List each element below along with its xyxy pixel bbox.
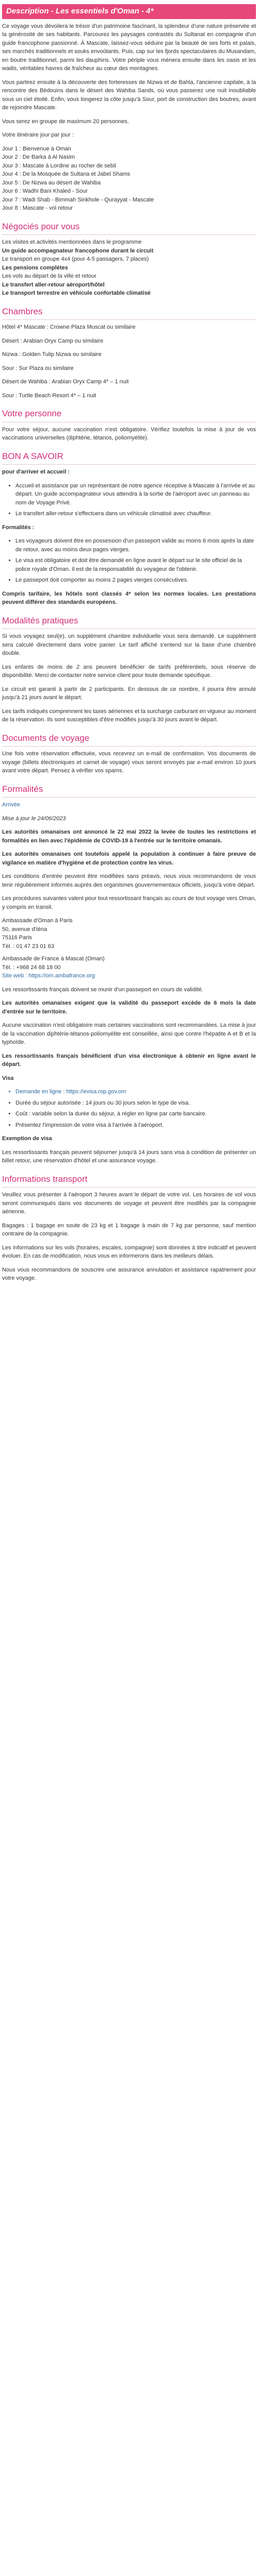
chambre-line: Désert de Wahiba : Arabian Oryx Camp 4* – 1 nuit [2, 379, 129, 385]
chambre-line: Nizwa : Golden Tulip Nizwa ou similaire [2, 351, 102, 358]
itinerary-day: Jour 7 : Wadi Shab - Bimmah Sinkhole - Qurayyat - Mascate [2, 196, 154, 203]
formalites-paragraph: Les autorités omanaises ont annoncé le 22 mai 2022 la levée de toutes les restrictions et formalités en lien avec l'épidémie de COVID-19 à l'entrée sur le territoire omanais. [2, 829, 256, 844]
exemption-text: Les ressortissants français peuvent séjourner jusqu'à 14 jours sans visa à condition de présenter un billet retour, une réservation d'hôtel et une assurance voyage. [2, 1149, 256, 1164]
section-title-formalites: Formalités [2, 783, 256, 798]
intro-paragraph: Ce voyage vous dévoilera le trésor d'un patrimoine fascinant, la splendeur d'une nature préservée et la générosité de ses habitants. Parcourez les paysages contrastés du Sultanat en compagnie d'un guide francophone passionné. À Mascate, laissez-vous séduire par la beauté de ses forts et palais, ses marchés traditionnels et souks envoûtants. Puis, cap sur les fjords spectaculaires du Musandam, en boutre traditionnel, parmi les dauphins. Votre périple vous mènera ensuite dans les oasis et les wadis, véritables havres de fraîcheur au cœur des montagnes. [2, 23, 256, 72]
list-item: • Les voyageurs doivent être en possession d'un passeport valide au moins 6 mois après la date de retour, avec au moins deux pages vierges. [15, 537, 256, 554]
chambre-line: Sour : Turtle Beach Resort 4* – 1 nuit [2, 392, 96, 399]
page-banner: Description - Les essentiels d'Oman - 4* [2, 4, 256, 19]
formalites-list [2, 537, 256, 585]
exemption-title: Exemption de visa [2, 1136, 52, 1142]
formalites-paragraph: Les conditions d'entrée peuvent être modifiées sans préavis, nous vous recommandons de vous tenir régulièrement informés auprès des organismes gouvernementaux officiels, jusqu'à votre départ. [2, 873, 256, 888]
address-line: Tél. : 01 47 23 01 63 [2, 943, 54, 950]
formalites-section [2, 801, 256, 1165]
chambre-line: Désert : Arabian Oryx Camp ou similaire [2, 337, 104, 344]
negocie-line: Le transport terrestre en véhicule confortable climatisé [2, 290, 151, 296]
address-line: Ambassade de France à Mascat (Oman) [2, 956, 105, 962]
personne-text: Pour votre séjour, aucune vaccination n'est obligatoire. Vérifiez toutefois la mise à jour de vos vaccinations universelles (diphtérie, tétanos, poliomyélite). [2, 426, 256, 441]
bon-a-savoir-subtitle: Formalités : [2, 524, 35, 531]
section-title-bon-a-savoir: BON A SAVOIR [2, 450, 256, 465]
modalites-section [2, 632, 256, 724]
itinerary-list [2, 145, 256, 213]
list-item: • Coût : variable selon la durée du séjour, à régler en ligne par carte bancaire. [15, 1110, 256, 1118]
arrivee-list [2, 482, 256, 518]
chambre-line: Sour : Sur Plaza ou similaire [2, 365, 74, 371]
spacer [2, 951, 256, 955]
embassy-address [2, 917, 256, 980]
formalites-subtitle: Arrivée [2, 802, 20, 808]
negocie-line: Les vols au départ de la ville et retour [2, 273, 96, 279]
formalites-paragraph: Les autorités omanaises exigent que la validité du passeport excède de 6 mois la date d'entrée sur le territoire. [2, 1000, 256, 1015]
visa-title: Visa [2, 1075, 14, 1081]
informations-paragraph: Bagages : 1 bagage en soute de 23 kg et 1 bagage à main de 7 kg par personne, sauf mention contraire de la compagnie. [2, 1222, 256, 1237]
list-item[interactable]: • Demande en ligne : https://evisa.rop.gov.om [15, 1088, 256, 1096]
negocie-line: Un guide accompagnateur francophone durant le circuit [2, 247, 154, 254]
itinerary-day: Jour 3 : Mascate à Lordine au rocher de sebil [2, 162, 116, 169]
modalites-paragraph: Les tarifs indiqués comprennent les taxes aériennes et la surcharge carburant en vigueur au moment de la réservation. Ils sont susceptibles d'être modifiés jusqu'à 30 jours avant le départ. [2, 708, 256, 723]
itinerary-day: Jour 1 : Bienvenue à Oman [2, 145, 71, 152]
section-title-negocie: Négociés pour vous [2, 220, 256, 235]
informations-paragraph: Les informations sur les vols (horaires, escales, compagnie) sont données à titre indicatif et peuvent évoluer. En cas de modification, nous vous en informerons dans les meilleurs délais. [2, 1244, 256, 1259]
negocie-line: Le transfert aller-retour aéroport/hôtel [2, 281, 105, 288]
negocie-line: Les visites et activités mentionnées dans le programme [2, 239, 142, 245]
address-line: Ambassade d'Oman à Paris [2, 918, 73, 924]
informations-section [2, 1191, 256, 1283]
informations-paragraph: Veuillez vous présenter à l'aéroport 3 heures avant le départ de votre vol. Les horaires de vol vous seront communiqués dans vos documents de voyage et peuvent être modifiés par la compagnie aérienne. [2, 1192, 256, 1215]
section-title-informations: Informations transport [2, 1173, 256, 1188]
section-title-documents: Documents de voyage [2, 732, 256, 747]
embassy-website-link[interactable]: Site web : https://om.ambafrance.org [2, 973, 95, 979]
itinerary-label: Votre itinéraire jour par jour : [2, 132, 74, 138]
itinerary-day: Jour 5 : De Nizwa au désert de Wahiba [2, 179, 101, 186]
itinerary-day: Jour 2 : De Barka à Al Nasim [2, 154, 75, 160]
list-item: • Durée du séjour autorisée : 14 jours ou 30 jours selon le type de visa. [15, 1099, 256, 1108]
itinerary-day: Jour 8 : Mascate - vol retour [2, 205, 73, 211]
list-item: • Le visa est obligatoire et doit être demandé en ligne avant le départ sur le site officiel de la police royale d'Oman. Il est de la responsabilité du voyageur de l'obtenir. [15, 556, 256, 573]
intro-group-size: Vous serez en groupe de maximum 20 personnes. [2, 118, 129, 125]
informations-paragraph: Nous vous recommandons de souscrire une assurance annulation et assistance rapatriement pour votre voyage. [2, 1266, 256, 1281]
update-date: Mise à jour le 24/06/2023 [2, 815, 66, 822]
intro-paragraph: Vous partirez ensuite à la découverte des forteresses de Nizwa et de Bahla, l'ancienne capitale, à la rencontre des Bédouins dans le désert des Wahiba Sands, où vous passerez une nuit inoubliable sous un ciel étoilé. Enfin, vous longerez la côte jusqu'à Sour, port de construction des boutres, avant de rejoindre Mascate. [2, 79, 256, 111]
address-line: Tél. : +968 24 68 18 00 [2, 964, 61, 971]
list-item: • Le transfert aller-retour s'effectuera dans un véhicule climatisé avec chauffeur. [15, 510, 256, 518]
formalites-paragraph: Les ressortissants français doivent se munir d'un passeport en cours de validité. [2, 986, 203, 993]
itinerary-day: Jour 6 : Wadhi Bani Khaled - Sour [2, 188, 88, 194]
intro-section [2, 22, 256, 213]
list-item: • Accueil et assistance par un représentant de notre agence réceptive à Mascate à l'arrivée et au départ. Un guide accompagnateur vous attendra à la sortie de l'aéroport avec un panneau au nom de Voyage Privé. [15, 482, 256, 507]
formalites-paragraph: Les ressortissants français bénéficient d'un visa électronique à obtenir en ligne avant le départ. [2, 1053, 256, 1067]
bon-a-savoir-subtitle: pour d'arriver et accueil : [2, 469, 70, 475]
formalites-paragraph: Les autorités omanaises ont toutefois appelé la population à continuer à faire preuve de vigilance en matière d'hygiène et de protection contre les virus. [2, 851, 256, 866]
personne-section [2, 426, 256, 443]
chambre-line: Hôtel 4* Mascate : Crowne Plaza Muscat ou similaire [2, 324, 136, 330]
address-line: 75116 Paris [2, 935, 32, 941]
negocie-section [2, 238, 256, 298]
chambres-section [2, 323, 256, 400]
negocie-line: Les pensions complètes [2, 264, 68, 271]
documents-text: Une fois votre réservation effectuée, vous recevrez un e-mail de confirmation. Vos documents de voyage (billets électroniques et carnet de voyage) vous seront envoyés par e-mail environ 10 jours avant votre départ. Pensez à vérifier vos spams. [2, 751, 256, 774]
list-item: • Présentez l'impression de votre visa à l'arrivée à l'aéroport. [15, 1121, 256, 1130]
formalites-paragraph: Les procédures suivantes valent pour tout ressortissant français au cours de tout voyage vers Oman, y compris en transit. [2, 895, 256, 910]
list-item: • Le passeport doit comporter au moins 2 pages vierges consécutives. [15, 576, 256, 585]
visa-list [2, 1088, 256, 1129]
modalites-paragraph: Les enfants de moins de 2 ans peuvent bénéficier de tarifs préférentiels, sous réserve de disponibilité. Merci de contacter notre service client pour toute demande spécifique. [2, 664, 256, 679]
modalites-paragraph: Si vous voyagez seul(e), un supplément chambre individuelle vous sera demandé. Le supplément sera calculé directement dans votre panier. Le tarif affiché s'entend sur la base d'une chambre double. [2, 633, 256, 656]
documents-section [2, 750, 256, 775]
section-title-chambres: Chambres [2, 305, 256, 320]
hotel-classification-note: Compris tarifaire, les hôtels sont classés 4* selon les normes locales. Les prestations peuvent différer des standards européens. [2, 590, 256, 605]
itinerary-day: Jour 4 : De la Mosquée de Sultana et Jabel Shams [2, 171, 131, 177]
modalites-paragraph: Le circuit est garanti à partir de 2 participants. En dessous de ce nombre, il pourra être annulé jusqu'à 21 jours avant le départ. [2, 686, 256, 701]
negocie-line: Le transport en groupe 4x4 (pour 4-5 passagers, 7 places) [2, 256, 149, 262]
section-title-personne: Votre personne [2, 407, 256, 422]
bon-a-savoir-section [2, 468, 256, 607]
formalites-paragraph: Aucune vaccination n'est obligatoire mais certaines vaccinations sont recommandées. La mise à jour de la vaccination diphtérie-tétanos-poliomyélite est conseillée, ainsi que contre l'hépatite A et B et la typhoïde. [2, 1022, 256, 1045]
address-line: 50, avenue d'Iéna [2, 926, 47, 933]
section-title-modalites: Modalités pratiques [2, 614, 256, 630]
